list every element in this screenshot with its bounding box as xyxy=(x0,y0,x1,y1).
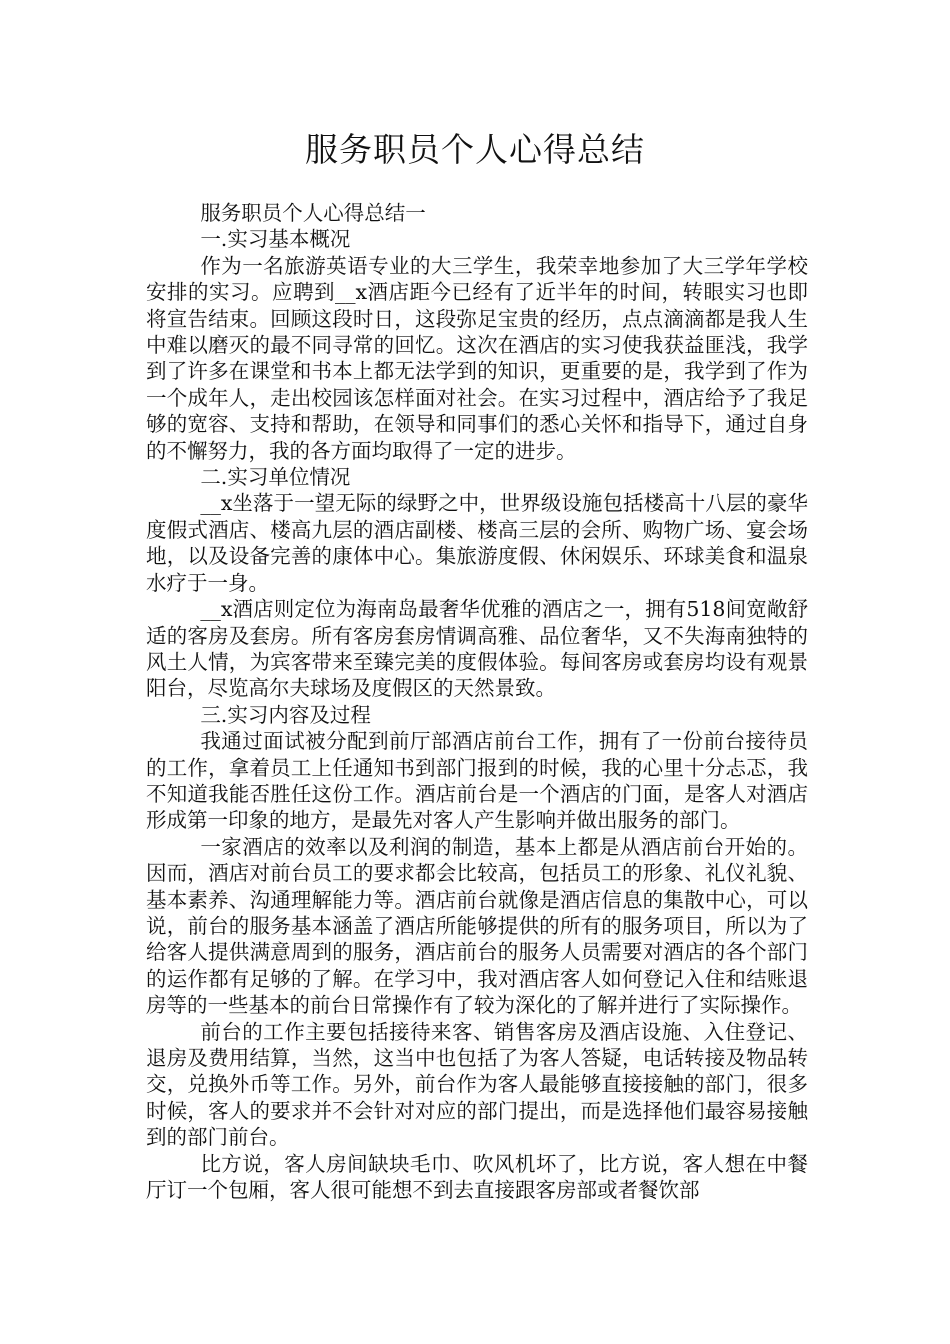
section-heading-3: 三.实习内容及过程 xyxy=(200,702,371,727)
paragraph: 我通过面试被分配到前厅部酒店前台工作，拥有了一份前台接待员的工作，拿着员工上任通知书到部门报到的时候，我的心里十分忐忑，我不知道我能否胜任这份工作。酒店前台是一个酒店的门面，是客人对酒店形成第一印象的地方，是最先对客人产生影响并做出服务的部门。 xyxy=(146,729,808,833)
paragraph: 作为一名旅游英语专业的大三学生，我荣幸地参加了大三学年学校安排的实习。应聘到__x酒店距今已经有了近半年的时间，转眼实习也即将宣告结束。回顾这段时日，这段弥足宝贵的经历，点点滴滴都是我人生中难以磨灭的最不同寻常的回忆。这次在酒店的实习使我获益匪浅，我学到了许多在课堂和书本上都无法学到的知识，更重要的是，我学到了作为一个成年人，走出校园该怎样面对社会。在实习过程中，酒店给予了我足够的宽容、支持和帮助，在领导和同事们的悉心关怀和指导下，通过自身的不懈努力，我的各方面均取得了一定的进步。 xyxy=(146,253,808,463)
paragraph: __x酒店则定位为海南岛最奢华优雅的酒店之一，拥有518间宽敞舒适的客房及套房。所有客房套房情调高雅、品位奢华，又不失海南独特的风土人情，为宾客带来至臻完美的度假体验。每间客房或套房均设有观景阳台，尽览高尔夫球场及度假区的天然景致。 xyxy=(146,597,808,701)
section-subtitle: 服务职员个人心得总结一 xyxy=(200,201,426,225)
section-heading-1: 一.实习基本概况 xyxy=(200,227,351,252)
paragraph: 比方说，客人房间缺块毛巾、吹风机坏了，比方说，客人想在中餐厅订一个包厢，客人很可能想不到去直接跟客房部或者餐饮部 xyxy=(146,1151,808,1203)
paragraph: 一家酒店的效率以及利润的制造，基本上都是从酒店前台开始的。因而，酒店对前台员工的要求都会比较高，包括员工的形象、礼仪礼貌、基本素养、沟通理解能力等。酒店前台就像是酒店信息的集散中心，可以说，前台的服务基本涵盖了酒店所能够提供的所有的服务项目，所以为了给客人提供满意周到的服务，酒店前台的服务人员需要对酒店的各个部门的运作都有足够的了解。在学习中，我对酒店客人如何登记入住和结账退房等的一些基本的前台日常操作有了较为深化的了解并进行了实际操作。 xyxy=(146,834,808,1018)
paragraph: 前台的工作主要包括接待来客、销售客房及酒店设施、入住登记、退房及费用结算，当然，这当中也包括了为客人答疑，电话转接及物品转交，兑换外币等工作。另外，前台作为客人最能够直接接触的部门，很多时候，客人的要求并不会针对对应的部门提出，而是选择他们最容易接触到的部门前台。 xyxy=(146,1019,808,1150)
paragraph: __x坐落于一望无际的绿野之中，世界级设施包括楼高十八层的豪华度假式酒店、楼高九层的酒店副楼、楼高三层的会所、购物广场、宴会场地，以及设备完善的康体中心。集旅游度假、休闲娱乐、环球美食和温泉水疗于一身。 xyxy=(146,491,808,595)
document-title: 服务职员个人心得总结 xyxy=(305,130,645,169)
section-heading-2: 二.实习单位情况 xyxy=(200,465,351,490)
document-body xyxy=(146,200,808,1203)
